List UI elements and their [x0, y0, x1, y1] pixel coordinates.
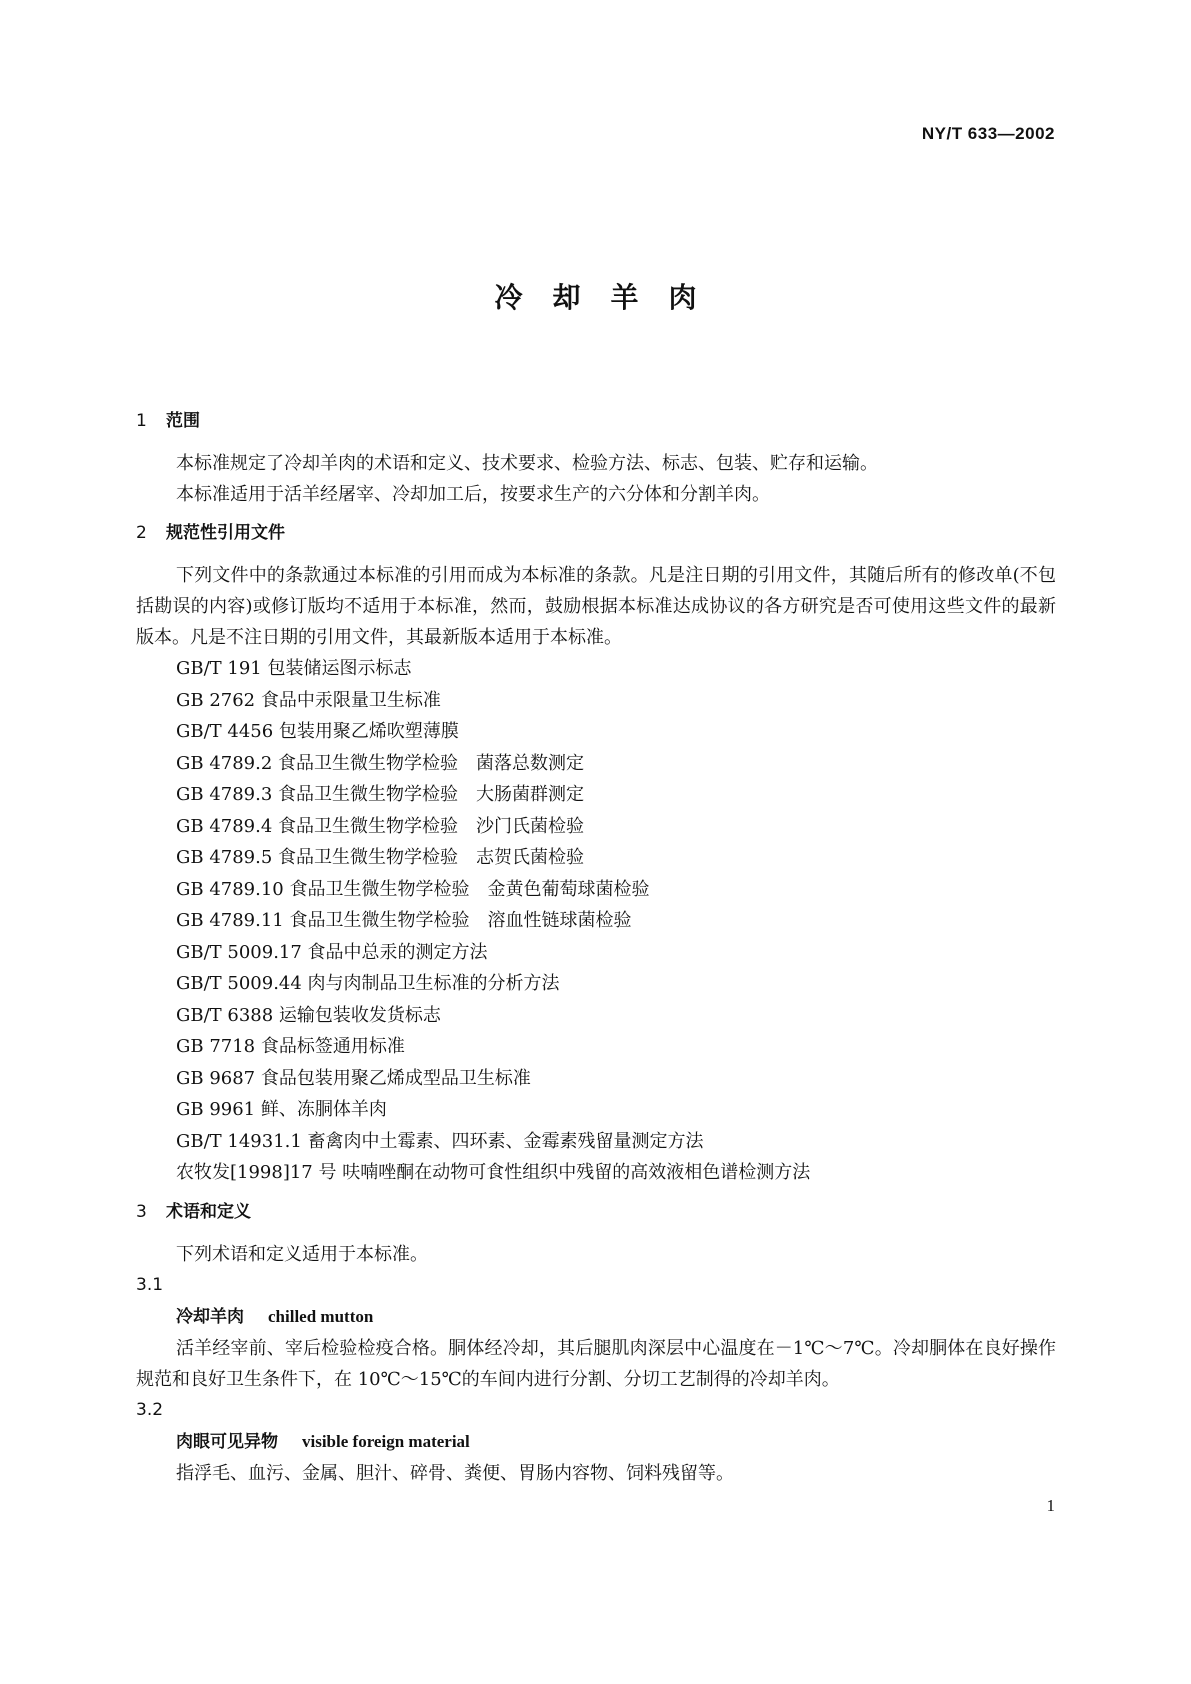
- term-chinese: 肉眼可见异物: [176, 1431, 278, 1452]
- section-title: 规范性引用文件: [166, 523, 285, 543]
- reference-item: GB 2762 食品中汞限量卫生标准: [176, 689, 441, 711]
- document-title: 冷却羊肉: [494, 281, 727, 314]
- term-heading: [136, 1426, 1056, 1458]
- paragraph: 下列术语和定义适用于本标准。: [176, 1243, 428, 1265]
- page-number: 1: [1046, 1496, 1055, 1515]
- term-definition: 活羊经宰前、宰后检验检疫合格。胴体经冷却，其后腿肌肉深层中心温度在－1℃～7℃。冷却胴体在良好操作规范和良好卫生条件下，在 10℃～15℃的车间内进行分割、分切工艺制得的冷却羊肉。: [136, 1337, 1056, 1390]
- paragraph: 下列文件中的条款通过本标准的引用而成为本标准的条款。凡是注日期的引用文件，其随后所有的修改单(不包括勘误的内容)或修订版均不适用于本标准，然而，鼓励根据本标准达成协议的各方研究是否可使用这些文件的最新版本。凡是不注日期的引用文件，其最新版本适用于本标准。: [136, 565, 1056, 648]
- term-chinese: 冷却羊肉: [176, 1306, 244, 1327]
- clause-number: 3.2: [136, 1399, 164, 1420]
- section-number: 3: [136, 1201, 147, 1222]
- reference-item: GB 7718 食品标签通用标准: [176, 1036, 405, 1057]
- reference-item: GB/T 191 包装储运图示标志: [176, 658, 412, 679]
- reference-item: GB/T 14931.1 畜禽肉中土霉素、四环素、金霉素残留量测定方法: [176, 1130, 704, 1152]
- reference-item: GB 4789.11 食品卫生微生物学检验 溶血性链球菌检验: [176, 910, 632, 931]
- section-number: 2: [136, 523, 147, 543]
- term-heading: [136, 1301, 1056, 1333]
- standard-code: NY/T 633—2002: [921, 124, 1055, 143]
- section-number: 1: [136, 411, 147, 431]
- paragraph: 本标准适用于活羊经屠宰、冷却加工后，按要求生产的六分体和分割羊肉。: [176, 484, 770, 505]
- reference-item: GB/T 5009.44 肉与肉制品卫生标准的分析方法: [176, 973, 560, 994]
- reference-item: GB 4789.3 食品卫生微生物学检验 大肠菌群测定: [176, 784, 585, 805]
- section-title: 术语和定义: [166, 1201, 251, 1222]
- paragraph: 本标准规定了冷却羊肉的术语和定义、技术要求、检验方法、标志、包装、贮存和运输。: [176, 453, 878, 474]
- reference-item: GB/T 5009.17 食品中总汞的测定方法: [176, 941, 488, 963]
- reference-item: GB/T 4456 包装用聚乙烯吹塑薄膜: [176, 721, 459, 742]
- term-english: visible foreign material: [302, 1431, 470, 1451]
- term-english: chilled mutton: [268, 1306, 374, 1326]
- section-heading-scope: [136, 406, 1056, 436]
- section-title: 范围: [166, 411, 200, 431]
- term-definition: 指浮毛、血污、金属、胆汁、碎骨、粪便、胃肠内容物、饲料残留等。: [176, 1462, 734, 1484]
- clause-number: 3.1: [136, 1274, 164, 1295]
- reference-list: [136, 653, 1056, 1189]
- reference-item: 农牧发[1998]17 号 呋喃唑酮在动物可食性组织中残留的高效液相色谱检测方法: [176, 1162, 811, 1183]
- reference-item: GB 9687 食品包装用聚乙烯成型品卫生标准: [176, 1067, 531, 1089]
- reference-item: GB 4789.4 食品卫生微生物学检验 沙门氏菌检验: [176, 815, 585, 837]
- reference-item: GB 4789.2 食品卫生微生物学检验 菌落总数测定: [176, 752, 585, 774]
- reference-item: GB 9961 鲜、冻胴体羊肉: [176, 1099, 387, 1120]
- reference-item: GB/T 6388 运输包装收发货标志: [176, 1004, 441, 1026]
- reference-item: GB 4789.10 食品卫生微生物学检验 金黄色葡萄球菌检验: [176, 878, 650, 900]
- section-heading-terms-definitions: [136, 1197, 1056, 1227]
- document-body: [136, 406, 1056, 1489]
- reference-item: GB 4789.5 食品卫生微生物学检验 志贺氏菌检验: [176, 847, 585, 868]
- section-heading-normative-references: [136, 518, 1056, 548]
